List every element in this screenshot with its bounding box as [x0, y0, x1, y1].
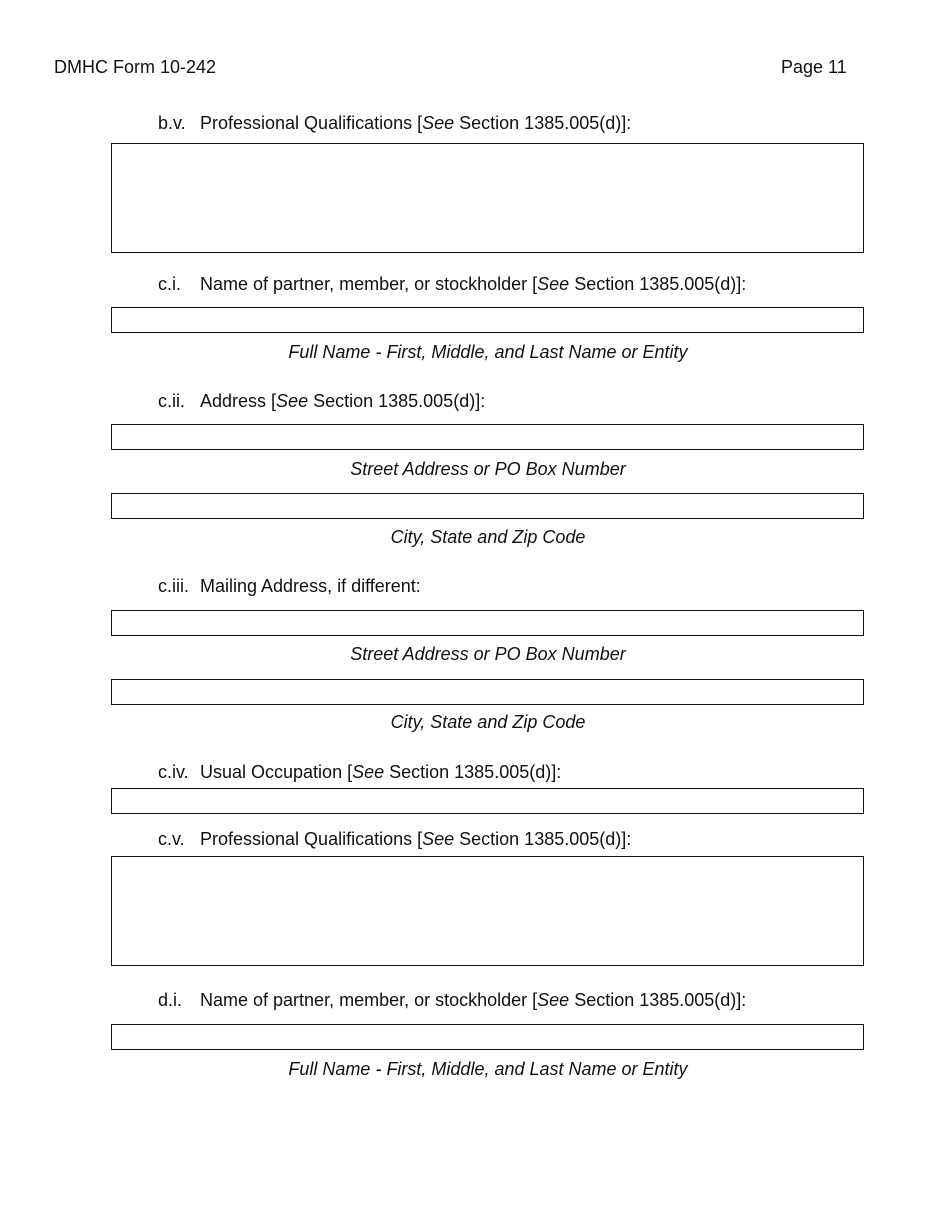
ciii-street-address-field[interactable]	[111, 610, 864, 636]
cii-city-state-zip-field[interactable]	[111, 493, 864, 519]
label-bv-professional-qualifications	[158, 112, 631, 134]
di-full-name-caption: Full Name - First, Middle, and Last Name or Entity	[288, 1059, 688, 1079]
cii-city-caption: City, State and Zip Code	[390, 527, 586, 547]
label-text: Address [	[200, 391, 277, 411]
label-text: Professional Qualifications [	[200, 829, 423, 849]
ciii-city-caption: City, State and Zip Code	[390, 712, 586, 732]
see-text: See	[537, 990, 570, 1010]
see-text: See	[422, 113, 455, 133]
label-di-name	[158, 989, 746, 1011]
page-number: Page 11	[781, 57, 847, 77]
cii-street-caption: Street Address or PO Box Number	[350, 459, 626, 479]
section-ref: Section 1385.005(d)]:	[308, 391, 486, 411]
item-number: c.iv.	[158, 762, 189, 782]
label-text: Professional Qualifications [	[200, 113, 423, 133]
section-ref: Section 1385.005(d)]:	[569, 990, 747, 1010]
section-ref: Section 1385.005(d)]:	[454, 113, 632, 133]
see-text: See	[422, 829, 455, 849]
section-ref: Section 1385.005(d)]:	[569, 274, 747, 294]
ciii-city-state-zip-field[interactable]	[111, 679, 864, 705]
ci-full-name-field[interactable]	[111, 307, 864, 333]
bv-professional-qualifications-field[interactable]	[111, 143, 864, 253]
item-number: c.iii.	[158, 576, 189, 596]
label-text: Name of partner, member, or stockholder [	[200, 990, 538, 1010]
item-number: d.i.	[158, 990, 183, 1010]
item-number: c.ii.	[158, 391, 185, 411]
di-full-name-field[interactable]	[111, 1024, 864, 1050]
label-text: Mailing Address, if different:	[200, 576, 421, 596]
label-cii-address	[158, 390, 485, 412]
see-text: See	[352, 762, 385, 782]
item-number: c.i.	[158, 274, 182, 294]
label-ciii-mailing-address	[158, 575, 421, 597]
label-cv-professional-qualifications	[158, 828, 631, 850]
cv-professional-qualifications-field[interactable]	[111, 856, 864, 966]
label-civ-occupation	[158, 761, 561, 783]
section-ref: Section 1385.005(d)]:	[384, 762, 562, 782]
form-id: DMHC Form 10-242	[54, 57, 217, 77]
section-ref: Section 1385.005(d)]:	[454, 829, 632, 849]
item-number: c.v.	[158, 829, 185, 849]
ci-full-name-caption: Full Name - First, Middle, and Last Name or Entity	[288, 342, 688, 362]
item-number: b.v.	[158, 113, 186, 133]
civ-occupation-field[interactable]	[111, 788, 864, 814]
label-text: Name of partner, member, or stockholder [	[200, 274, 538, 294]
label-text: Usual Occupation [	[200, 762, 353, 782]
see-text: See	[276, 391, 309, 411]
see-text: See	[537, 274, 570, 294]
cii-street-address-field[interactable]	[111, 424, 864, 450]
label-ci-name	[158, 273, 746, 295]
ciii-street-caption: Street Address or PO Box Number	[350, 644, 626, 664]
